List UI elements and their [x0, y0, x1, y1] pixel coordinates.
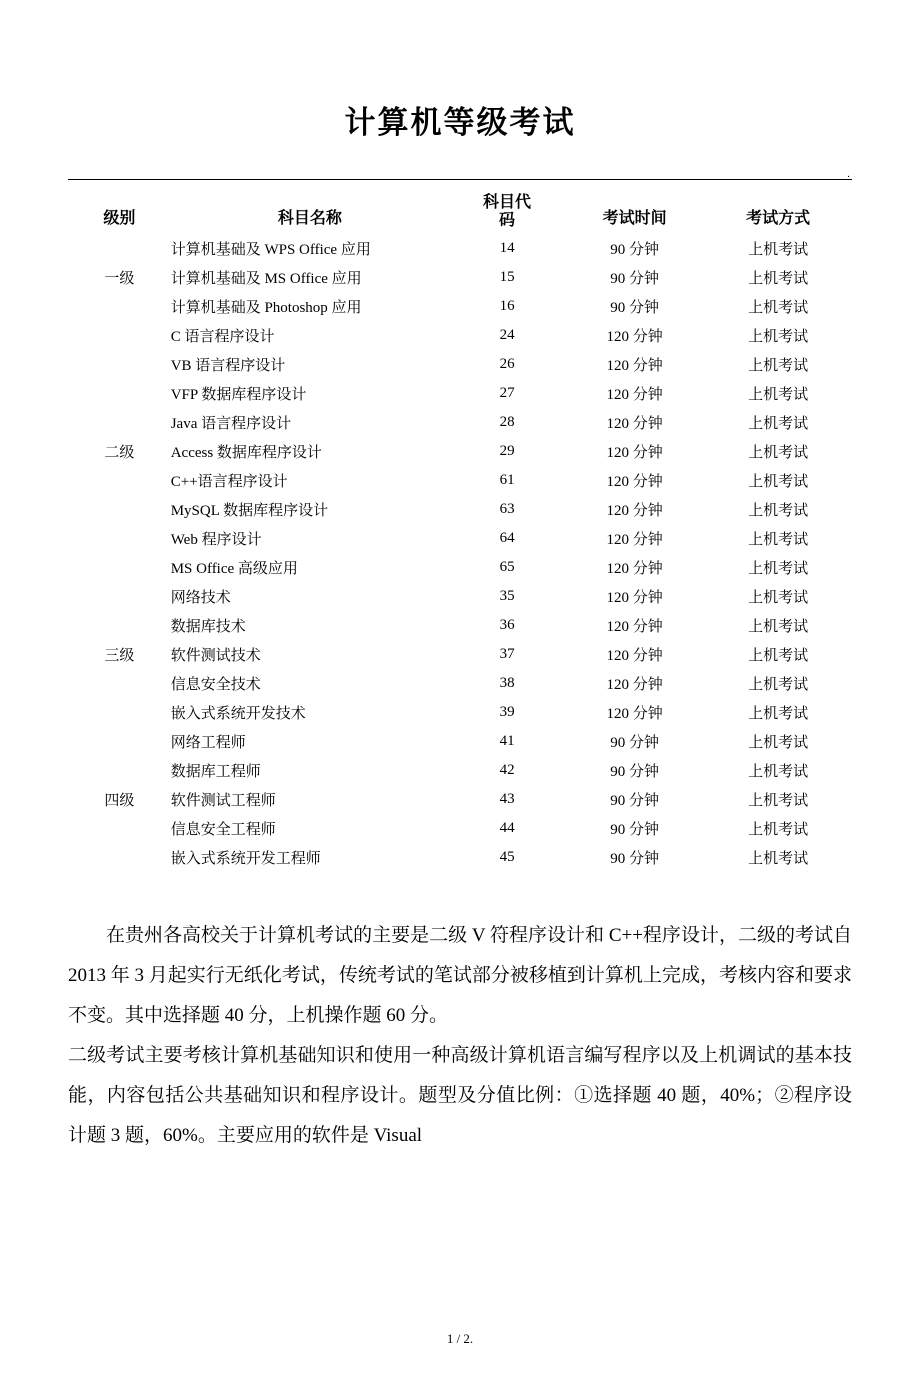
cell-subject-code: 41: [499, 733, 515, 750]
cell-exam-time: 90 分钟: [610, 851, 659, 868]
cell-exam-time: 120 分钟: [606, 677, 663, 694]
table-row: [68, 379, 852, 408]
cell-exam-mode: 上机考试: [748, 242, 809, 259]
paragraph-2: 二级考试主要考核计算机基础知识和使用一种高级计算机语言编写程序以及上机调试的基本技能，内容包括公共基础知识和程序设计。题型及分值比例：①选择题 40 题，40%；②程序设计题 3 题，60%。主要应用的软件是 Visual: [68, 1045, 852, 1147]
cell-subject-code: 63: [499, 501, 515, 518]
table-row: [68, 321, 852, 350]
cell-subject-name: 数据库工程师: [170, 764, 261, 781]
cell-level: 一级: [104, 271, 135, 288]
cell-exam-time: 120 分钟: [606, 619, 663, 636]
cell-subject-name: Java 语言程序设计: [170, 416, 292, 433]
cell-subject-code: 64: [499, 530, 515, 547]
document-page: [0, 97, 920, 1399]
cell-exam-mode: 上机考试: [748, 329, 809, 346]
cell-exam-mode: 上机考试: [748, 358, 809, 375]
cell-level: [68, 698, 171, 727]
table-header-row: [68, 192, 852, 234]
table-row: [68, 263, 852, 292]
cell-subject-name: 网络技术: [170, 590, 231, 607]
column-header-subject-name: 科目名称: [277, 208, 342, 228]
cell-subject-code: 24: [499, 327, 515, 344]
table-row: [68, 350, 852, 379]
cell-subject-name: 嵌入式系统开发工程师: [170, 851, 321, 868]
cell-level: [68, 582, 171, 611]
cell-level: [68, 466, 171, 495]
cell-exam-mode: 上机考试: [748, 532, 809, 549]
table-row: [68, 466, 852, 495]
cell-exam-time: 90 分钟: [610, 764, 659, 781]
table-row: [68, 698, 852, 727]
cell-subject-code: 27: [499, 385, 515, 402]
cell-subject-code: 39: [499, 704, 515, 721]
cell-level: [68, 611, 171, 640]
cell-subject-code: 26: [499, 356, 515, 373]
cell-subject-name: 信息安全技术: [170, 677, 261, 694]
cell-exam-mode: 上机考试: [748, 793, 809, 810]
table-row: [68, 814, 852, 843]
cell-exam-time: 90 分钟: [610, 300, 659, 317]
header-corner-mark: .: [847, 168, 850, 180]
cell-subject-name: MS Office 高级应用: [170, 561, 298, 578]
cell-exam-mode: 上机考试: [748, 706, 809, 723]
cell-subject-code: 29: [499, 443, 515, 460]
cell-subject-name: 嵌入式系统开发技术: [170, 706, 306, 723]
cell-level: [68, 292, 171, 321]
table-row: [68, 553, 852, 582]
table-row: [68, 292, 852, 321]
cell-level: [68, 669, 171, 698]
cell-exam-time: 120 分钟: [606, 648, 663, 665]
cell-subject-name: C 语言程序设计: [170, 329, 275, 346]
cell-subject-code: 65: [499, 559, 515, 576]
cell-subject-name: 计算机基础及 Photoshop 应用: [170, 300, 362, 317]
cell-exam-time: 90 分钟: [610, 242, 659, 259]
cell-exam-time: 120 分钟: [606, 358, 663, 375]
table-row: [68, 669, 852, 698]
cell-subject-name: C++语言程序设计: [170, 474, 288, 491]
cell-subject-name: Web 程序设计: [170, 532, 262, 549]
cell-exam-time: 120 分钟: [606, 445, 663, 462]
cell-exam-mode: 上机考试: [748, 590, 809, 607]
table-row: [68, 408, 852, 437]
cell-subject-code: 36: [499, 617, 515, 634]
cell-level: [68, 408, 171, 437]
column-header-subject-code-line1: 科目代: [483, 192, 532, 211]
cell-level: [68, 756, 171, 785]
cell-subject-code: 15: [499, 269, 515, 286]
cell-exam-time: 120 分钟: [606, 590, 663, 607]
cell-level: 二级: [104, 445, 135, 462]
cell-exam-mode: 上机考试: [748, 619, 809, 636]
cell-exam-mode: 上机考试: [748, 271, 809, 288]
cell-subject-code: 37: [499, 646, 515, 663]
cell-subject-name: 数据库技术: [170, 619, 246, 636]
cell-level: [68, 350, 171, 379]
table-row: [68, 582, 852, 611]
cell-exam-time: 120 分钟: [606, 532, 663, 549]
cell-exam-mode: 上机考试: [748, 300, 809, 317]
cell-exam-mode: 上机考试: [748, 764, 809, 781]
cell-subject-name: Access 数据库程序设计: [170, 445, 322, 462]
table-row: [68, 727, 852, 756]
cell-exam-time: 120 分钟: [606, 503, 663, 520]
cell-exam-mode: 上机考试: [748, 503, 809, 520]
cell-subject-name: 软件测试工程师: [170, 793, 276, 810]
page-footer: 1 / 2.: [446, 1331, 474, 1346]
cell-exam-mode: 上机考试: [748, 735, 809, 752]
cell-exam-time: 120 分钟: [606, 416, 663, 433]
cell-level: [68, 727, 171, 756]
cell-subject-code: 16: [499, 298, 515, 315]
cell-exam-time: 90 分钟: [610, 822, 659, 839]
table-row: [68, 611, 852, 640]
cell-level: [68, 379, 171, 408]
cell-exam-time: 120 分钟: [606, 387, 663, 404]
cell-subject-code: 43: [499, 791, 515, 808]
cell-exam-mode: 上机考试: [748, 851, 809, 868]
cell-level: [68, 234, 171, 263]
cell-level: [68, 814, 171, 843]
cell-level: 三级: [104, 648, 135, 665]
table-row: [68, 524, 852, 553]
column-header-subject-code: [449, 192, 565, 234]
cell-exam-time: 90 分钟: [610, 271, 659, 288]
cell-subject-name: VB 语言程序设计: [170, 358, 286, 375]
cell-level: [68, 321, 171, 350]
column-header-exam-mode: 考试方式: [746, 208, 811, 228]
cell-subject-code: 14: [499, 240, 515, 257]
header-rule: [68, 179, 852, 180]
table-row: [68, 234, 852, 263]
cell-exam-mode: 上机考试: [748, 677, 809, 694]
cell-subject-name: 信息安全工程师: [170, 822, 276, 839]
cell-exam-time: 90 分钟: [610, 735, 659, 752]
cell-subject-name: 计算机基础及 MS Office 应用: [170, 271, 362, 288]
cell-exam-mode: 上机考试: [748, 648, 809, 665]
table-row: [68, 785, 852, 814]
cell-exam-mode: 上机考试: [748, 416, 809, 433]
table-row: [68, 437, 852, 466]
cell-subject-code: 38: [499, 675, 515, 692]
cell-level: [68, 843, 171, 872]
cell-subject-code: 42: [499, 762, 515, 779]
cell-level: [68, 495, 171, 524]
column-header-subject-code-line2: 码: [499, 209, 516, 229]
cell-exam-time: 120 分钟: [606, 561, 663, 578]
cell-subject-code: 44: [499, 820, 515, 837]
cell-subject-name: VFP 数据库程序设计: [170, 387, 307, 404]
column-header-level: 级别: [103, 208, 136, 228]
paragraph-1: 在贵州各高校关于计算机考试的主要是二级 V 符程序设计和 C++程序设计，二级的考试自 2013 年 3 月起实行无纸化考试，传统考试的笔试部分被移植到计算机上完成，考核内容和要求不变。其中选择题 40 分，上机操作题 60 分。: [68, 925, 852, 1027]
cell-level: [68, 524, 171, 553]
cell-subject-name: 计算机基础及 WPS Office 应用: [170, 242, 371, 259]
cell-subject-name: 网络工程师: [170, 735, 246, 752]
cell-exam-time: 120 分钟: [606, 329, 663, 346]
cell-subject-code: 28: [499, 414, 515, 431]
page-title: 计算机等级考试: [344, 105, 576, 141]
table-row: [68, 495, 852, 524]
cell-subject-code: 35: [499, 588, 515, 605]
cell-subject-name: MySQL 数据库程序设计: [170, 503, 329, 520]
cell-exam-mode: 上机考试: [748, 822, 809, 839]
cell-subject-name: 软件测试技术: [170, 648, 261, 665]
cell-exam-mode: 上机考试: [748, 561, 809, 578]
cell-subject-code: 61: [499, 472, 515, 489]
cell-level: 四级: [104, 793, 135, 810]
column-header-exam-time: 考试时间: [602, 208, 667, 228]
cell-subject-code: 45: [499, 849, 515, 866]
table-row: [68, 756, 852, 785]
cell-exam-mode: 上机考试: [748, 387, 809, 404]
exam-subject-table: [68, 192, 852, 872]
cell-exam-mode: 上机考试: [748, 445, 809, 462]
table-row: [68, 843, 852, 872]
table-row: [68, 640, 852, 669]
cell-exam-time: 120 分钟: [606, 474, 663, 491]
cell-exam-mode: 上机考试: [748, 474, 809, 491]
cell-exam-time: 90 分钟: [610, 793, 659, 810]
cell-level: [68, 553, 171, 582]
body-text: [68, 916, 852, 1156]
cell-exam-time: 120 分钟: [606, 706, 663, 723]
